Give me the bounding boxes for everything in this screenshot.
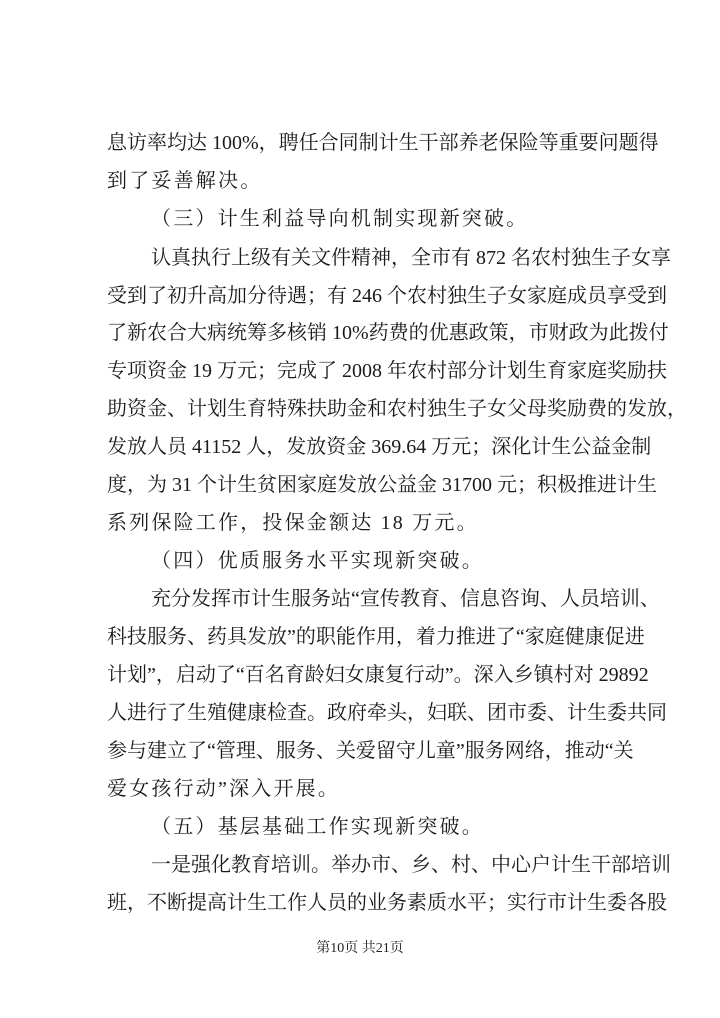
paragraph-line: 参与建立了“管理、服务、关爱留守儿童”服务网络，推动“关 [107,740,634,762]
paragraph-line: 人进行了生殖健康检查。政府牵头，妇联、团市委、计生委共同 [107,702,667,724]
paragraph-line: 科技服务、药具发放”的职能作用，着力推进了“家庭健康促进 [107,626,645,648]
paragraph-line: 助资金、计划生育特殊扶助金和农村独生子女父母奖励费的发放， [107,398,687,420]
paragraph-line: 认真执行上级有关文件精神，全市有 872 名农村独生子女享 [151,247,671,269]
paragraph-line: 受到了初升高加分待遇；有 246 个农村独生子女家庭成员享受到 [107,285,667,307]
section-heading: （四）优质服务水平实现新突破。 [151,550,484,572]
section-heading: （五）基层基础工作实现新突破。 [151,816,484,838]
page-number-footer: 第10页 共21页 [316,941,404,956]
paragraph-line: 到了妥善解决。 [107,170,263,192]
paragraph-line: 系列保险工作，投保金额达 18 万元。 [107,512,479,534]
paragraph-line: 发放人员 41152 人，发放资金 369.64 万元；深化计生公益金制 [107,436,652,458]
paragraph-line: 爱女孩行动”深入开展。 [107,778,341,800]
paragraph-line: 息访率均达 100%，聘任合同制计生干部养老保险等重要问题得 [107,132,659,154]
paragraph-line: 了新农合大病统筹多核销 10%药费的优惠政策，市财政为此拨付 [107,322,669,344]
paragraph-line: 充分发挥市计生服务站“宣传教育、信息咨询、人员培训、 [151,588,660,610]
paragraph-line: 度，为 31 个计生贫困家庭发放公益金 31700 元；积极推进计生 [107,474,657,496]
paragraph-line: 班，不断提高计生工作人员的业务素质水平；实行市计生委各股 [107,892,667,914]
paragraph-line: 专项资金 19 万元；完成了 2008 年农村部分计划生育家庭奖励扶 [107,360,667,382]
paragraph-line: 计划”，启动了“百名育龄妇女康复行动”。深入乡镇村对 29892 [107,664,649,686]
section-heading: （三）计生利益导向机制实现新突破。 [151,208,529,230]
paragraph-line: 一是强化教育培训。举办市、乡、村、中心户计生干部培训 [151,854,671,876]
